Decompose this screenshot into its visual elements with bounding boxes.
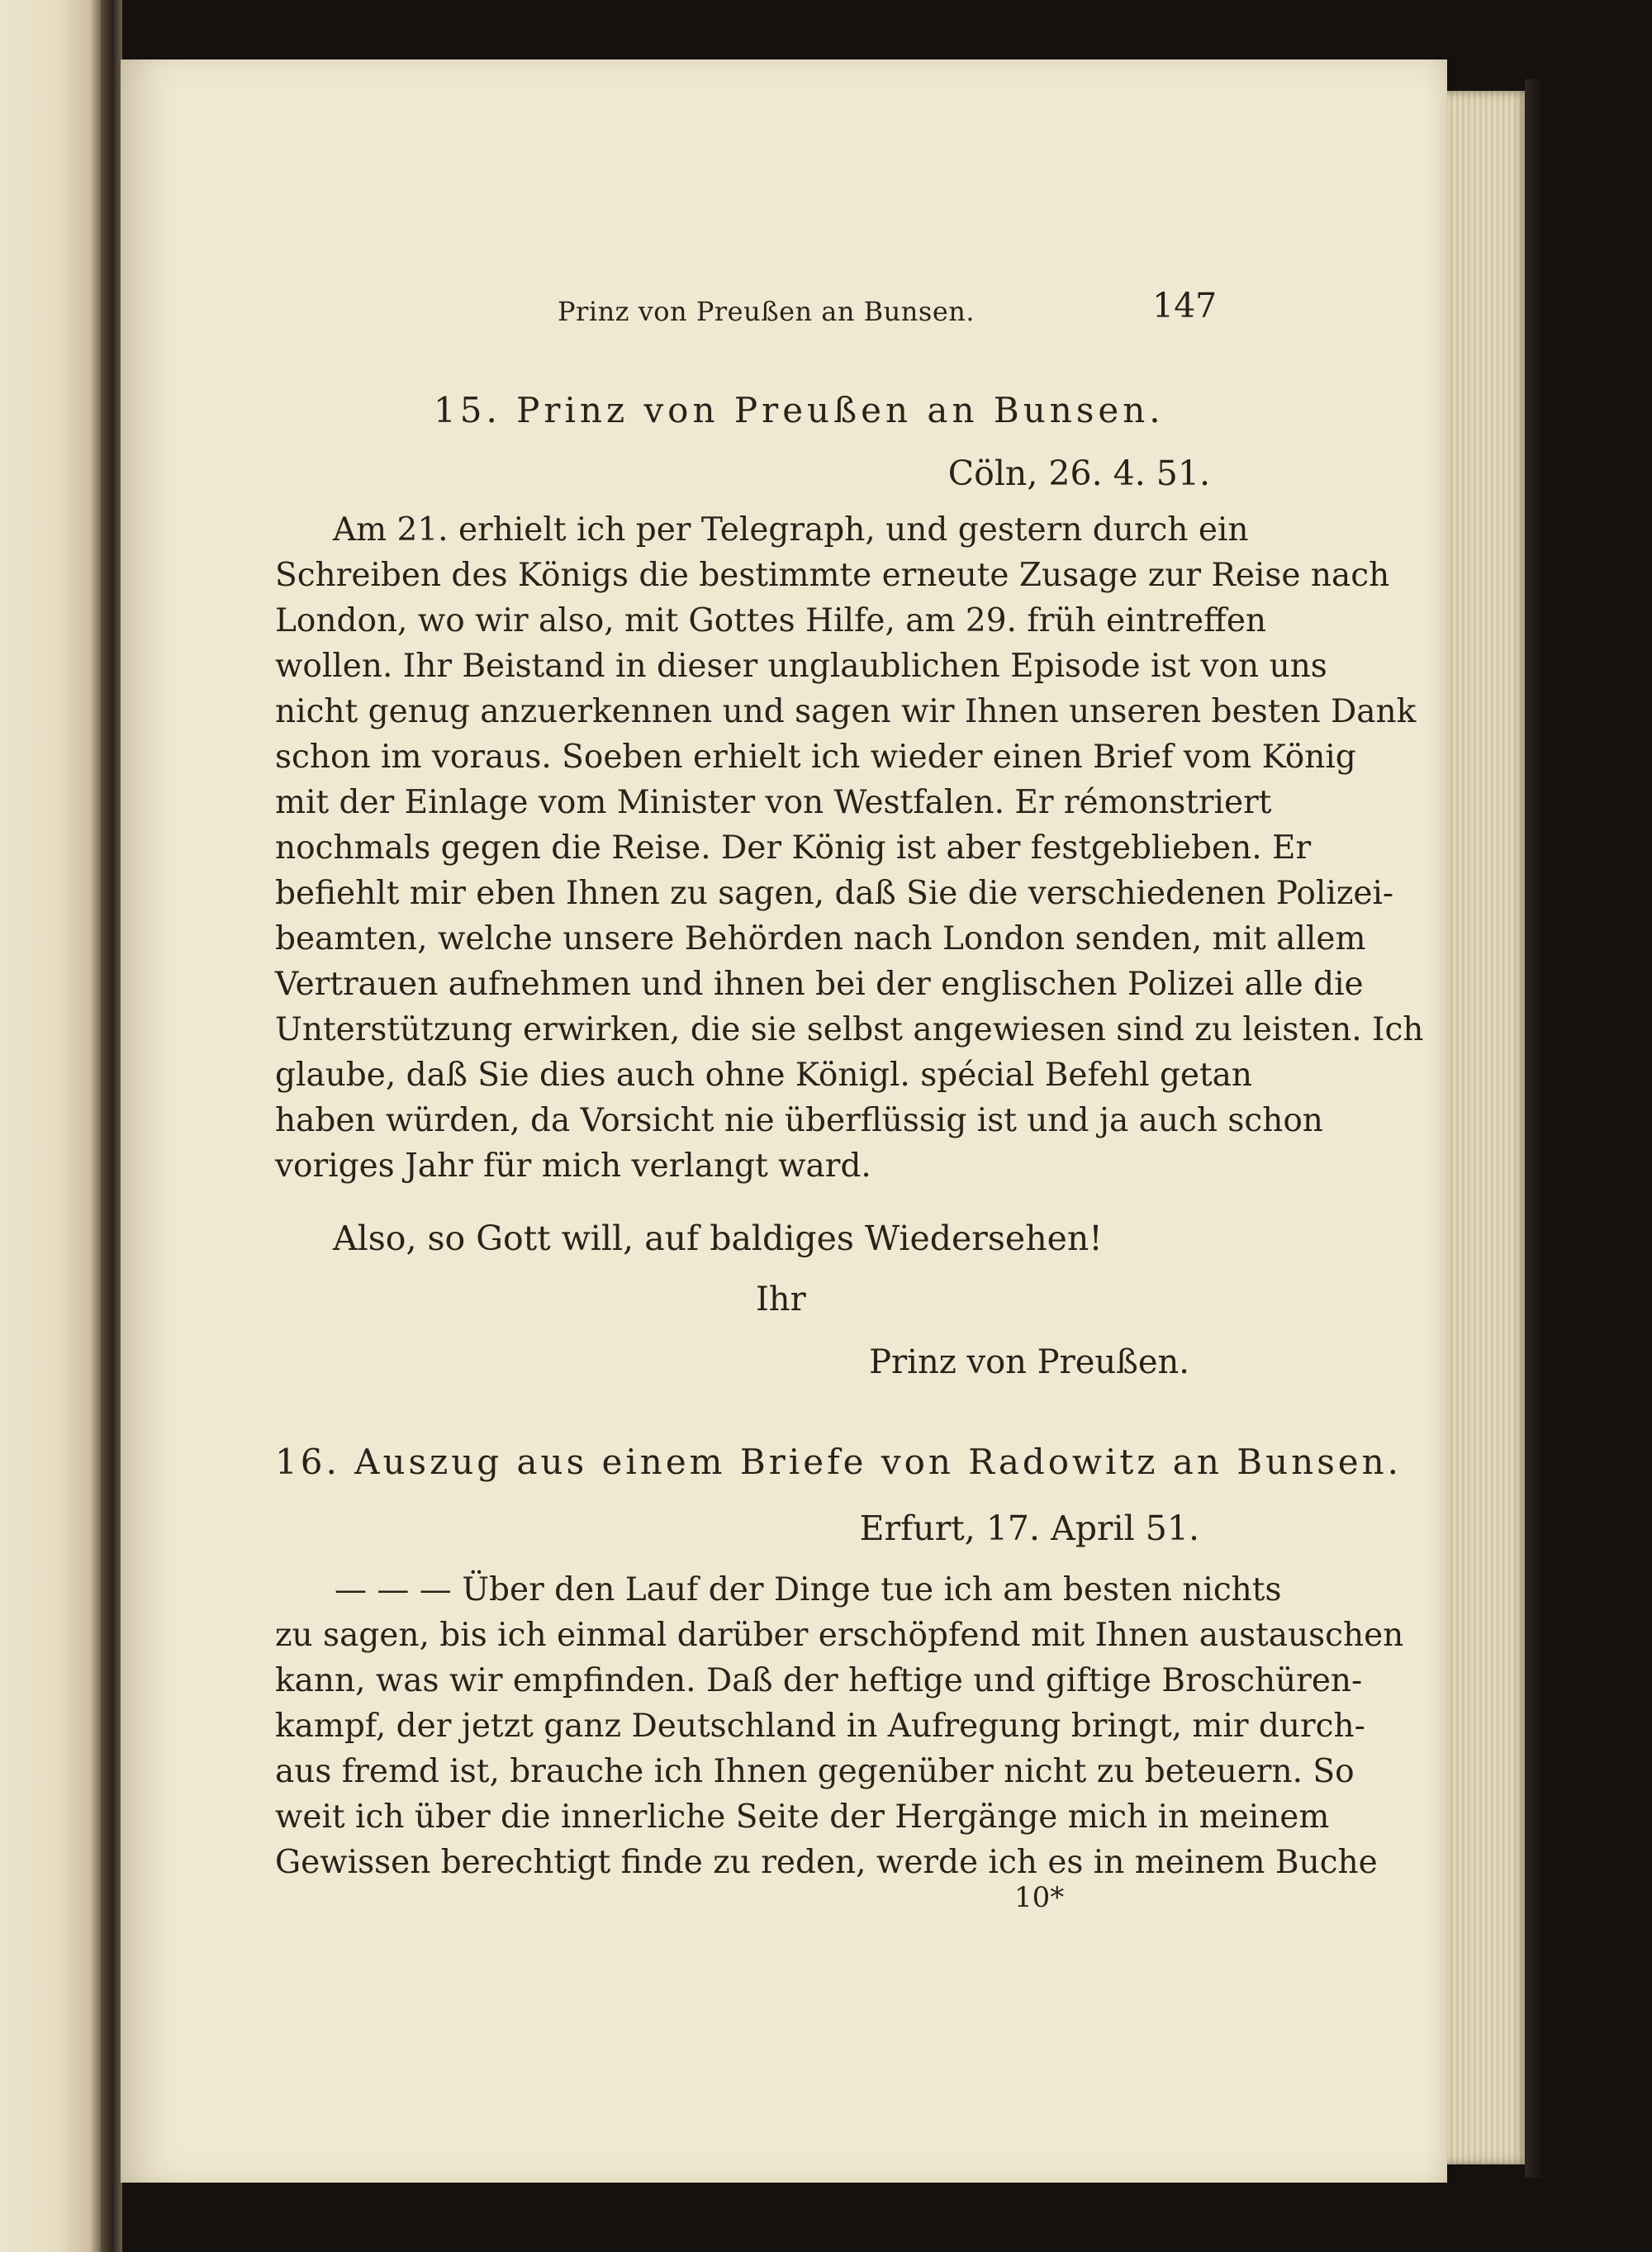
body-line: Vertrauen aufnehmen und ihnen bei der englischen Polizei alle die xyxy=(275,966,1364,1003)
body-line: befiehlt mir eben Ihnen zu sagen, daß Sie die verschiedenen Polizei- xyxy=(275,875,1394,912)
signature-mark: 10* xyxy=(1014,1881,1065,1914)
body-line: wollen. Ihr Beistand in dieser unglaublichen Episode ist von uns xyxy=(275,648,1327,685)
body-line: aus fremd ist, brauche ich Ihnen gegenüber nicht zu beteuern. So xyxy=(275,1753,1355,1790)
page-stack-edges xyxy=(1447,91,1530,2164)
body-line: nicht genug anzuerkennen und sagen wir Ihnen unseren besten Dank xyxy=(275,693,1417,730)
body-line: zu sagen, bis ich einmal darüber erschöpfend mit Ihnen austauschen xyxy=(275,1617,1404,1654)
body-line: Schreiben des Königs die bestimmte erneute Zusage zur Reise nach xyxy=(275,557,1390,594)
page-number: 147 xyxy=(1152,286,1218,325)
letter-15-closing: Also, so Gott will, auf baldiges Wiedersehen! xyxy=(333,1219,1103,1258)
left-page-edge xyxy=(0,0,106,2252)
body-line: Gewissen berechtigt finde zu reden, werde ich es in meinem Buche xyxy=(275,1844,1378,1881)
letter-16-place-date: Erfurt, 17. April 51. xyxy=(859,1508,1199,1548)
body-line: schon im voraus. Soeben erhielt ich wieder einen Brief vom König xyxy=(275,739,1356,776)
body-line: nochmals gegen die Reise. Der König ist aber festgeblieben. Er xyxy=(275,829,1312,867)
letter-16-body xyxy=(275,1567,1404,1885)
body-line: glaube, daß Sie dies auch ohne Königl. spécial Befehl getan xyxy=(275,1057,1253,1094)
body-line: kann, was wir empfinden. Daß der heftige und giftige Broschüren- xyxy=(275,1662,1363,1699)
body-line: kampf, der jetzt ganz Deutschland in Aufregung bringt, mir durch- xyxy=(275,1708,1365,1745)
letter-15-salutation: Ihr xyxy=(756,1280,806,1318)
letter-15-body xyxy=(275,507,1424,1189)
body-line: beamten, welche unsere Behörden nach London senden, mit allem xyxy=(275,920,1366,957)
body-line: Am 21. erhielt ich per Telegraph, und gestern durch ein xyxy=(333,511,1249,549)
body-line: Unterstützung erwirken, die sie selbst angewiesen sind zu leisten. Ich xyxy=(275,1011,1424,1048)
running-header: Prinz von Preußen an Bunsen. xyxy=(558,296,976,327)
body-line: weit ich über die innerliche Seite der Hergänge mich in meinem xyxy=(275,1798,1330,1836)
body-line: — — — Über den Lauf der Dinge tue ich am besten nichts xyxy=(335,1571,1282,1608)
body-line: London, wo wir also, mit Gottes Hilfe, am 29. früh eintreffen xyxy=(275,602,1267,639)
letter-16-title: 16. Auszug aus einem Briefe von Radowitz an Bunsen. xyxy=(275,1442,1403,1482)
letter-15-place-date: Cöln, 26. 4. 51. xyxy=(947,454,1210,493)
cover-edge xyxy=(1525,79,1543,2178)
book-gutter xyxy=(101,0,122,2252)
body-line: mit der Einlage vom Minister von Westfalen. Er rémonstriert xyxy=(275,784,1272,821)
body-line: haben würden, da Vorsicht nie überflüssig ist und ja auch schon xyxy=(275,1102,1323,1139)
letter-15-title: 15. Prinz von Preußen an Bunsen. xyxy=(434,390,1165,430)
body-line: voriges Jahr für mich verlangt ward. xyxy=(275,1147,871,1185)
letter-15-signature: Prinz von Preußen. xyxy=(869,1343,1189,1381)
